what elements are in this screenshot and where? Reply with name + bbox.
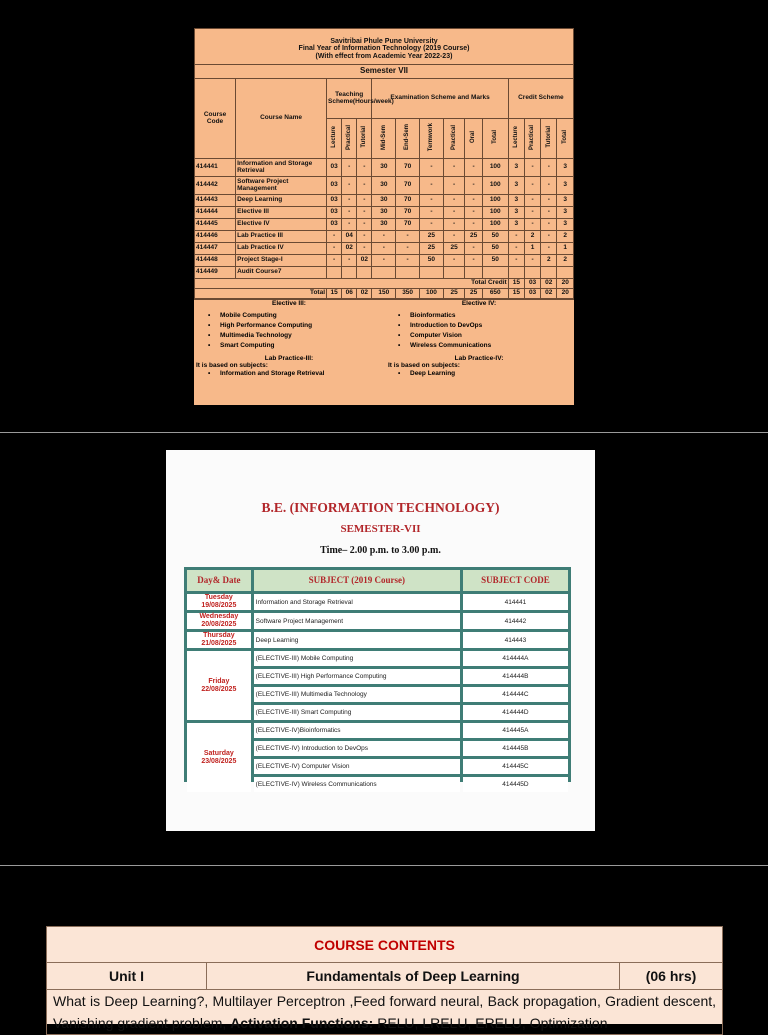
code-cell: 414442 [463,613,568,629]
subject-cell: Deep Learning [254,632,460,648]
course-name-cell: Lab Practice IV [236,243,327,255]
scheme-cell: 25 [420,231,444,243]
scheme-cell [342,267,357,279]
syllabus-panel [194,28,574,405]
scheme-cell: 30 [372,177,396,195]
course-name-cell: Lab Practice III [236,231,327,243]
scheme-cell: - [357,159,372,177]
course-contents-table [46,926,723,1035]
sub-header-cell: Practical [443,119,465,159]
course-row [195,231,574,243]
schedule-semester: SEMESTER-VII [340,523,421,535]
scheme-cell: 03 [327,207,342,219]
course-row [195,243,574,255]
total-cell: 06 [342,289,357,299]
schedule-row [187,651,568,666]
scheme-cell: - [524,219,540,231]
scheme-cell: - [342,219,357,231]
scheme-cell: - [465,219,482,231]
scheme-cell: 02 [342,243,357,255]
electives-section [194,299,574,385]
total-credit-cell: 20 [557,279,574,289]
unit-description: What is Deep Learning?, Multilayer Perceptron ,Feed forward neural, Back propagation, Gradient descent, Vanishing gradient problem, Activation Functions: RELU, LRELU, ERELU, Optimization [47,990,723,1035]
sub-header-cell: Oral [465,119,482,159]
scheme-cell: 50 [482,255,508,267]
col-subject: SUBJECT (2019 Course) [254,570,460,591]
course-row [195,267,574,279]
elective-3-column [194,300,384,379]
scheme-cell: 2 [541,255,557,267]
scheme-cell: 3 [508,195,524,207]
university-name: Savitribai Phule Pune University [330,38,438,45]
course-contents-heading: COURSE CONTENTS [47,927,723,963]
scheme-cell: 25 [465,231,482,243]
lab-4-subject: • Deep Learning [410,369,574,379]
total-cell: 100 [420,289,444,299]
scheme-cell: 3 [557,177,574,195]
scheme-cell: 70 [396,219,420,231]
scheme-cell: - [420,219,444,231]
elective-3-title: Elective III: [272,300,306,308]
scheme-cell: - [541,231,557,243]
course-code-cell: 414449 [195,267,236,279]
unit-label: Unit I [47,963,207,990]
subject-cell: Software Project Management [254,613,460,629]
scheme-cell: - [508,243,524,255]
scheme-cell: 50 [482,231,508,243]
course-name-cell: Software Project Management [236,177,327,195]
schedule-table [184,567,571,795]
day-cell: Saturday 23/08/2025 [187,723,251,792]
elective-4-column [384,300,574,379]
scheme-cell: 70 [396,195,420,207]
course-row [195,177,574,195]
course-row [195,195,574,207]
scheme-cell: 100 [482,177,508,195]
scheme-cell: 3 [557,159,574,177]
total-cell: 03 [524,289,540,299]
elective-3-item: • Mobile Computing [220,311,384,321]
scheme-cell: - [443,255,465,267]
scheme-cell [327,267,342,279]
scheme-cell [396,267,420,279]
scheme-cell: 3 [557,207,574,219]
scheme-cell: - [357,177,372,195]
course-row [195,255,574,267]
scheme-cell: - [541,195,557,207]
totals-row [195,289,574,299]
course-row [195,207,574,219]
scheme-cell: - [541,177,557,195]
scheme-cell: 30 [372,159,396,177]
scheme-cell: - [443,231,465,243]
hdr-course-name: Course Name [236,79,327,159]
scheme-cell [465,267,482,279]
total-cell: 15 [327,289,342,299]
scheme-cell: 3 [557,219,574,231]
scheme-cell [372,267,396,279]
scheme-cell: - [342,177,357,195]
scheme-cell: 1 [524,243,540,255]
course-code-cell: 414447 [195,243,236,255]
scheme-cell: - [465,195,482,207]
total-label: Total [195,289,327,299]
scheme-cell: - [357,231,372,243]
scheme-cell [508,267,524,279]
scheme-cell: 3 [508,219,524,231]
subject-cell: (ELECTIVE-IV) Introduction to DevOps [254,741,460,756]
scheme-cell: - [327,255,342,267]
course-line: Final Year of Information Technology (2019 Course) [298,45,470,53]
total-credit-cell: 02 [541,279,557,289]
scheme-cell: - [420,207,444,219]
elective-3-item: • Smart Computing [220,341,384,351]
lab-4-based: It is based on subjects: [388,362,460,370]
scheme-cell: - [443,219,465,231]
sub-header-cell: Practical [342,119,357,159]
course-code-cell: 414442 [195,177,236,195]
lab-4-title: Lab Practice-IV: [454,355,504,363]
scheme-cell: 2 [524,231,540,243]
sub-header-cell: Practical [524,119,540,159]
scheme-cell: - [372,231,396,243]
day-cell: Thursday 21/08/2025 [187,632,251,648]
elective-4-item: • Bioinformatics [410,311,574,321]
separator-top [0,432,768,433]
schedule-row [187,632,568,648]
scheme-cell [557,267,574,279]
subject-cell: (ELECTIVE-IV) Wireless Communications [254,777,460,792]
scheme-cell: - [357,195,372,207]
scheme-cell [524,267,540,279]
scheme-cell: 02 [357,255,372,267]
subject-cell: (ELECTIVE-III) Smart Computing [254,705,460,720]
elective-3-item: • High Performance Computing [220,321,384,331]
course-code-cell: 414444 [195,207,236,219]
code-cell: 414445A [463,723,568,738]
day-cell: Friday 22/08/2025 [187,651,251,720]
sub-header-cell: Tutorial [357,119,372,159]
scheme-cell: 3 [508,177,524,195]
code-cell: 414441 [463,594,568,610]
lab-3-subject: • Information and Storage Retrieval [220,369,384,379]
unit-hours: (06 hrs) [620,963,723,990]
course-name-cell: Elective III [236,207,327,219]
course-code-cell: 414443 [195,195,236,207]
scheme-cell: - [524,177,540,195]
scheme-cell: 25 [443,243,465,255]
scheme-cell: 1 [557,243,574,255]
total-credit-cell: 03 [524,279,540,289]
scheme-cell: - [465,207,482,219]
code-cell: 414443 [463,632,568,648]
scheme-cell: 3 [508,207,524,219]
total-cell: 150 [372,289,396,299]
code-cell: 414444A [463,651,568,666]
scheme-cell: 100 [482,207,508,219]
course-code-cell: 414448 [195,255,236,267]
scheme-cell [482,267,508,279]
course-name-cell: Audit Course7 [236,267,327,279]
col-subject-code: SUBJECT CODE [463,570,568,591]
subject-cell: (ELECTIVE-III) High Performance Computing [254,669,460,684]
scheme-cell [357,267,372,279]
course-code-cell: 414441 [195,159,236,177]
scheme-cell: - [508,255,524,267]
scheme-cell: - [420,195,444,207]
scheme-cell: 03 [327,177,342,195]
subject-cell: (ELECTIVE-III) Mobile Computing [254,651,460,666]
scheme-cell: - [342,195,357,207]
scheme-cell: 3 [557,195,574,207]
sub-header-cell: Mid-Sem [372,119,396,159]
hdr-course-code: Course Code [195,79,236,159]
scheme-cell: - [443,159,465,177]
course-name-cell: Project Stage-I [236,255,327,267]
scheme-cell: 100 [482,195,508,207]
sub-header-cell: End-Sem [396,119,420,159]
scheme-cell: - [508,231,524,243]
elective-4-item: • Computer Vision [410,331,574,341]
total-cell: 20 [557,289,574,299]
scheme-cell: 70 [396,159,420,177]
unit-title: Fundamentals of Deep Learning [207,963,620,990]
scheme-cell: 100 [482,219,508,231]
subject-cell: (ELECTIVE-IV)Bioinformatics [254,723,460,738]
scheme-cell: 25 [420,243,444,255]
scheme-cell: - [541,243,557,255]
schedule-row [187,594,568,610]
hdr-exam-scheme: Examination Scheme and Marks [372,79,508,119]
course-name-cell: Deep Learning [236,195,327,207]
schedule-time: Time– 2.00 p.m. to 3.00 p.m. [320,545,441,556]
total-cell: 650 [482,289,508,299]
effect-line: (With effect from Academic Year 2022-23) [315,52,453,60]
course-name-cell: Elective IV [236,219,327,231]
scheme-cell: - [465,177,482,195]
course-row [195,219,574,231]
scheme-cell: 04 [342,231,357,243]
code-cell: 414445D [463,777,568,792]
scheme-cell: - [327,231,342,243]
subject-cell: (ELECTIVE-III) Multimedia Technology [254,687,460,702]
scheme-cell: - [342,255,357,267]
schedule-title: B.E. (INFORMATION TECHNOLOGY) [261,500,500,515]
scheme-cell: - [524,207,540,219]
total-cell: 02 [541,289,557,299]
semester-title: Semester VII [195,65,574,79]
sub-header-cell: Tutorial [541,119,557,159]
total-cell: 25 [465,289,482,299]
scheme-cell: 70 [396,177,420,195]
scheme-cell [443,267,465,279]
scheme-cell: - [465,159,482,177]
syllabus-table [194,28,574,299]
code-cell: 414445B [463,741,568,756]
scheme-cell: 30 [372,195,396,207]
scheme-cell: - [342,159,357,177]
scheme-cell: 50 [420,255,444,267]
code-cell: 414444B [463,669,568,684]
exam-schedule-panel [166,450,595,831]
total-cell: 25 [443,289,465,299]
sub-header-cell: Lecture [327,119,342,159]
scheme-cell: 2 [557,231,574,243]
scheme-cell: - [443,177,465,195]
scheme-cell: - [327,243,342,255]
scheme-cell: - [372,243,396,255]
elective-4-item: • Introduction to DevOps [410,321,574,331]
total-cell: 350 [396,289,420,299]
code-cell: 414444D [463,705,568,720]
scheme-cell: - [541,207,557,219]
scheme-cell: - [524,195,540,207]
scheme-cell: - [541,219,557,231]
scheme-cell: - [396,243,420,255]
scheme-cell: - [541,159,557,177]
total-credit-label: Total Credit [195,279,509,289]
scheme-cell [541,267,557,279]
subject-cell: (ELECTIVE-IV) Computer Vision [254,759,460,774]
scheme-cell: - [443,195,465,207]
scheme-cell: 30 [372,219,396,231]
lab-3-title: Lab Practice-III: [264,355,314,363]
scheme-cell: - [420,159,444,177]
scheme-cell: - [443,207,465,219]
hdr-credit-scheme: Credit Scheme [508,79,573,119]
course-contents-panel [46,926,722,1031]
scheme-cell: - [524,255,540,267]
scheme-cell: 03 [327,219,342,231]
scheme-cell: 70 [396,207,420,219]
scheme-cell: - [420,177,444,195]
sub-header-cell: Termwork [420,119,444,159]
total-cell: 15 [508,289,524,299]
lab-3-based: It is based on subjects: [196,362,268,370]
sub-header-cell: Total [482,119,508,159]
scheme-cell [420,267,444,279]
scheme-cell: 03 [327,195,342,207]
sub-header-cell: Total [557,119,574,159]
scheme-cell: - [524,159,540,177]
scheme-cell: 100 [482,159,508,177]
col-day-date: Day& Date [187,570,251,591]
total-credit-cell: 15 [508,279,524,289]
code-cell: 414445C [463,759,568,774]
scheme-cell: - [357,219,372,231]
separator-bottom [0,865,768,866]
schedule-row [187,723,568,738]
scheme-cell: - [342,207,357,219]
course-code-cell: 414446 [195,231,236,243]
scheme-cell: 30 [372,207,396,219]
course-name-cell: Information and Storage Retrieval [236,159,327,177]
scheme-cell: - [396,255,420,267]
elective-4-title: Elective IV: [461,300,497,308]
hdr-teaching-scheme: Teaching Scheme(Hours/week) [327,79,372,119]
schedule-row [187,613,568,629]
subject-cell: Information and Storage Retrieval [254,594,460,610]
scheme-cell: 2 [557,255,574,267]
scheme-cell: - [396,231,420,243]
scheme-cell: - [357,243,372,255]
scheme-cell: 3 [508,159,524,177]
scheme-cell: - [372,255,396,267]
day-cell: Wednesday 20/08/2025 [187,613,251,629]
sub-header-cell: Lecture [508,119,524,159]
course-code-cell: 414445 [195,219,236,231]
scheme-cell: 03 [327,159,342,177]
scheme-cell: - [357,207,372,219]
elective-4-item: • Wireless Communications [410,341,574,351]
code-cell: 414444C [463,687,568,702]
total-cell: 02 [357,289,372,299]
schedule-table-frame [184,567,571,788]
day-cell: Tuesday 19/08/2025 [187,594,251,610]
scheme-cell: - [465,255,482,267]
scheme-cell: 50 [482,243,508,255]
scheme-cell: - [465,243,482,255]
elective-3-item: • Multimedia Technology [220,331,384,341]
course-row [195,159,574,177]
